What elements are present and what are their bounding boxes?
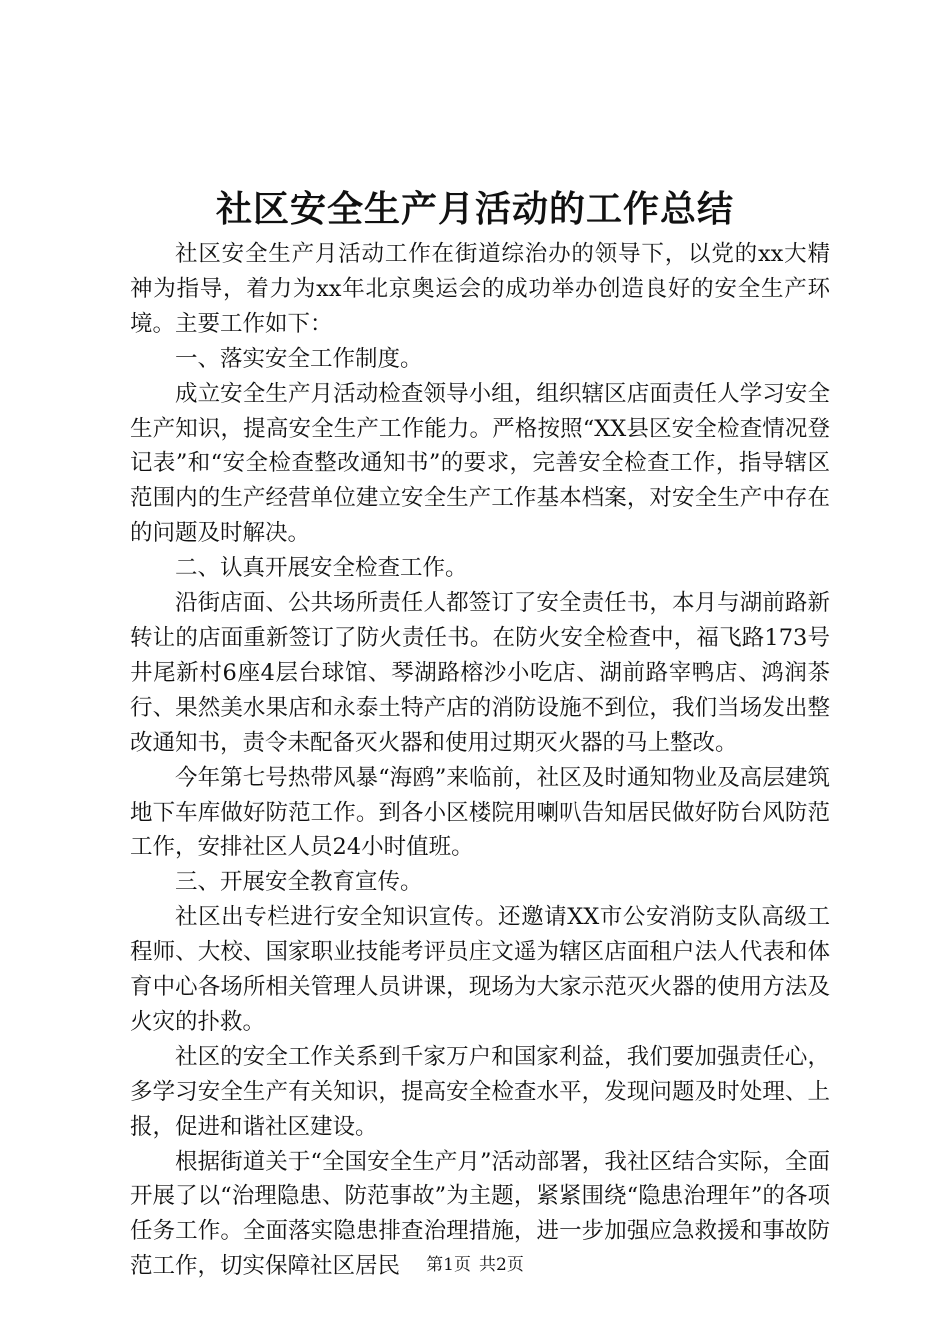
document-body (130, 237, 830, 1284)
page-total: 共2页 (479, 1255, 524, 1275)
page-footer (0, 1253, 950, 1277)
page-number: 第1页 (426, 1255, 471, 1275)
paragraph: 成立安全生产月活动检查领导小组，组织辖区店面责任人学习安全生产知识，提高安全生产工作能力。严格按照“XX县区安全检查情况登记表”和“安全检查整改通知书”的要求，完善安全检查工作，指导辖区范围内的生产经营单位建立安全生产工作基本档案，对安全生产中存在的问题及时解决。 (130, 380, 830, 547)
paragraph-intro: 社区安全生产月活动工作在街道综治办的领导下，以党的xx大精神为指导，着力为xx年北京奥运会的成功举办创造良好的安全生产环境。主要工作如下： (130, 241, 830, 337)
paragraph: 社区的安全工作关系到千家万户和国家利益，我们要加强责任心，多学习安全生产有关知识，提高安全检查水平，发现问题及时处理、上报，促进和谐社区建设。 (130, 1043, 830, 1140)
paragraph: 今年第七号热带风暴“海鸥”来临前，社区及时通知物业及高层建筑地下车库做好防范工作。到各小区楼院用喇叭告知居民做好防台风防范工作，安排社区人员24小时值班。 (130, 764, 830, 861)
section-heading-2: 二、认真开展安全检查工作。 (175, 555, 468, 582)
paragraph: 沿街店面、公共场所责任人都签订了安全责任书，本月与湖前路新转让的店面重新签订了防火责任书。在防火安全检查中，福飞路173号井尾新村6座4层台球馆、琴湖路榕沙小吃店、湖前路宰鸭店、鸿润茶行、果然美水果店和永泰土特产店的消防设施不到位，我们当场发出整改通知书，责令未配备灭火器和使用过期灭火器的马上整改。 (130, 590, 830, 756)
document-title: 社区安全生产月活动的工作总结 (215, 188, 734, 230)
paragraph: 社区出专栏进行安全知识宣传。还邀请XX市公安消防支队高级工程师、大校、国家职业技能考评员庄文遥为辖区店面租户法人代表和体育中心各场所相关管理人员讲课，现场为大家示范灭火器的使用方法及火灾的扑救。 (130, 904, 830, 1035)
section-heading-1: 一、落实安全工作制度。 (175, 345, 423, 372)
section-heading-3: 三、开展安全教育宣传。 (175, 869, 423, 896)
paragraph: 根据街道关于“全国安全生产月”活动部署，我社区结合实际，全面开展了以“治理隐患、防范事故”为主题，紧紧围绕“隐患治理年”的各项任务工作。全面落实隐患排查治理措施，进一步加强应急救援和事故防范工作，切实保障社区居民 (130, 1148, 830, 1280)
